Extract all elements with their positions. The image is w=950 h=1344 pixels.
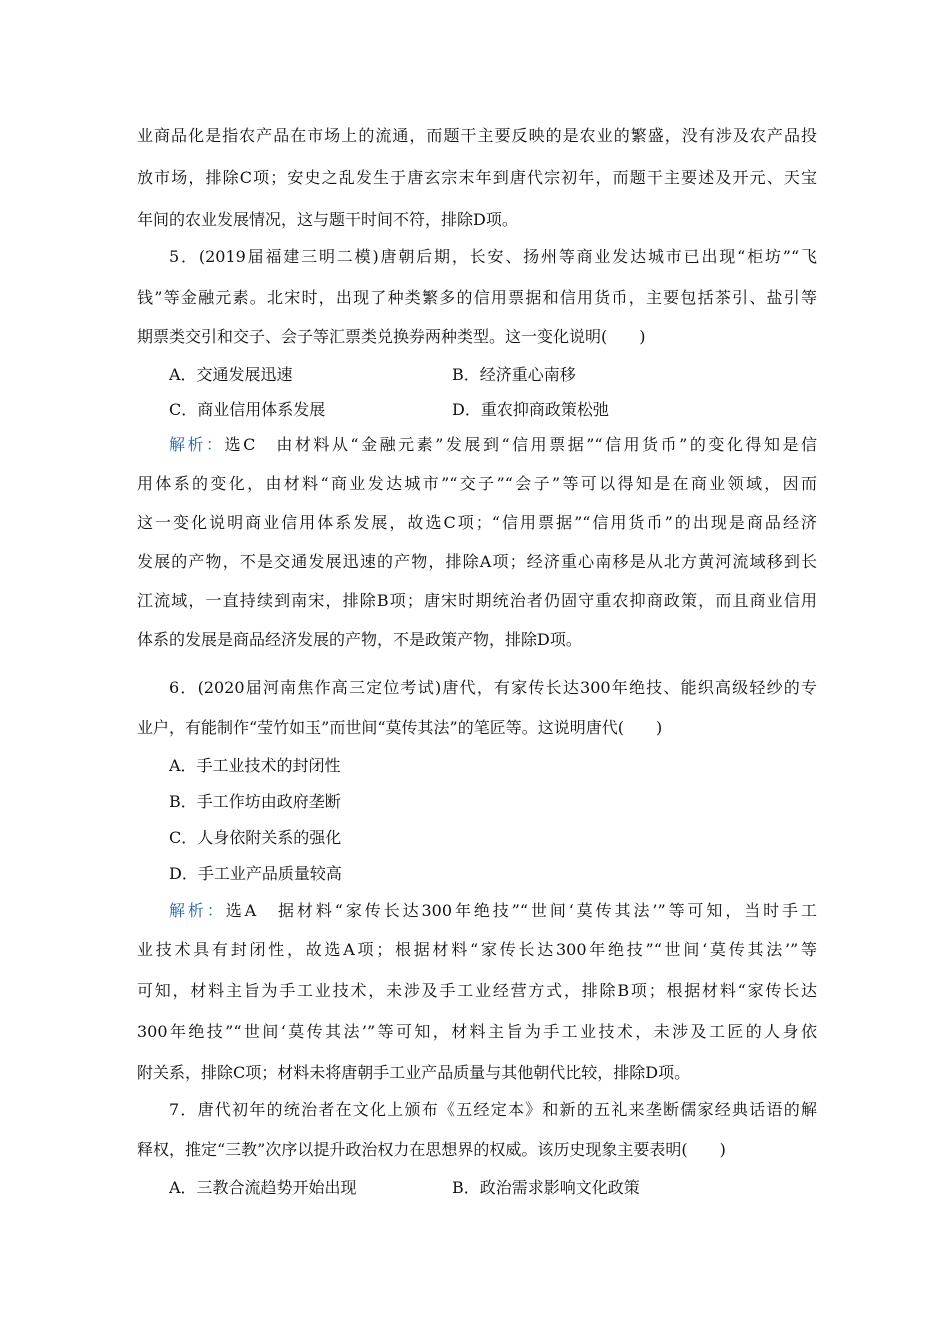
analysis-text: 选A 据材料“家传长达300年绝技”“世间‘莫传其法’”等可知，当时手工 [225,901,817,920]
question-5-analysis [169,433,817,457]
question-5-option-c: C．商业信用体系发展 [169,400,326,419]
question-6-stem: 业户，有能制作“莹竹如玉”而世间“莫传其法”的笔匠等。这说明唐代( ) [137,718,663,737]
question-7-stem: 释权，推定“三教”次序以提升政治权力在思想界的权威。该历史现象主要表明( ) [137,1140,726,1159]
question-5-analysis: 体系的发展是商品经济发展的产物，不是政策产物，排除D项。 [137,630,582,649]
question-5-option-d: D．重农抑商政策松弛 [452,400,609,419]
question-6-analysis: 300年绝技”“世间‘莫传其法’”等可知，材料主旨为手工业技术，未涉及工匠的人身依 [137,1022,817,1041]
analysis-label: 解析： [169,901,226,920]
question-6-option-b: B．手工作坊由政府垄断 [169,792,341,811]
question-5-analysis: 用体系的变化，由材料“商业发达城市”“交子”“会子”等可以得知是在商业领域，因而 [137,474,817,493]
question-5-option-a: A．交通发展迅速 [169,365,293,384]
question-6-analysis: 附关系，排除C项；材料未将唐朝手工业产品质量与其他朝代比较，排除D项。 [137,1063,691,1082]
analysis-text: 选C 由材料从“金融元素”发展到“信用票据”“信用货币”的变化得知是信 [224,435,817,454]
question-5-analysis: 发展的产物，不是交通发展迅速的产物，排除A项；经济重心南移是从北方黄河流域移到长 [137,552,817,571]
question-6-analysis: 可知，材料主旨为手工业技术，未涉及手工业经营方式，排除B项；根据材料“家传长达 [137,981,817,1000]
paragraph-line: 年间的农业发展情况，这与题干时间不符，排除D项。 [137,210,518,229]
question-7-option-a: A．三教合流趋势开始出现 [169,1178,357,1197]
question-6-option-c: C．人身依附关系的强化 [169,828,342,847]
question-6-analysis: 业技术具有封闭性，故选A项；根据材料“家传长达300年绝技”“世间‘莫传其法’”等 [137,940,817,959]
question-7-stem: 7．唐代初年的统治者在文化上颁布《五经定本》和新的五礼来垄断儒家经典话语的解 [169,1100,817,1119]
question-6-option-d: D．手工业产品质量较高 [169,864,342,883]
paragraph-line: 业商品化是指农产品在市场上的流通，而题干主要反映的是农业的繁盛，没有涉及农产品投 [137,126,817,145]
analysis-label: 解析： [169,435,225,454]
question-5-stem: 期票类交引和交子、会子等汇票类兑换券两种类型。这一变化说明( ) [137,327,646,346]
question-6-analysis [169,899,817,923]
question-5-option-b: B．经济重心南移 [452,365,576,384]
question-7-option-b: B．政治需求影响文化政策 [452,1178,640,1197]
paragraph-line: 放市场，排除C项；安史之乱发生于唐玄宗末年到唐代宗初年，而题干主要述及开元、天宝 [137,168,817,187]
question-5-stem: 钱”等金融元素。北宋时，出现了种类繁多的信用票据和信用货币，主要包括茶引、盐引等 [137,288,817,307]
question-6-option-a: A．手工业技术的封闭性 [169,756,341,775]
question-6-stem: 6．(2020届河南焦作高三定位考试)唐代，有家传长达300年绝技、能织高级轻纱的专 [169,678,817,697]
question-5-stem: 5．(2019届福建三明二模)唐朝后期，长安、扬州等商业发达城市已出现“柜坊”“飞 [169,247,817,266]
question-5-analysis: 这一变化说明商业信用体系发展，故选C项；“信用票据”“信用货币”的出现是商品经济 [137,513,817,532]
question-5-analysis: 江流域，一直持续到南宋，排除B项；唐宋时期统治者仍固守重农抑商政策，而且商业信用 [137,591,817,610]
